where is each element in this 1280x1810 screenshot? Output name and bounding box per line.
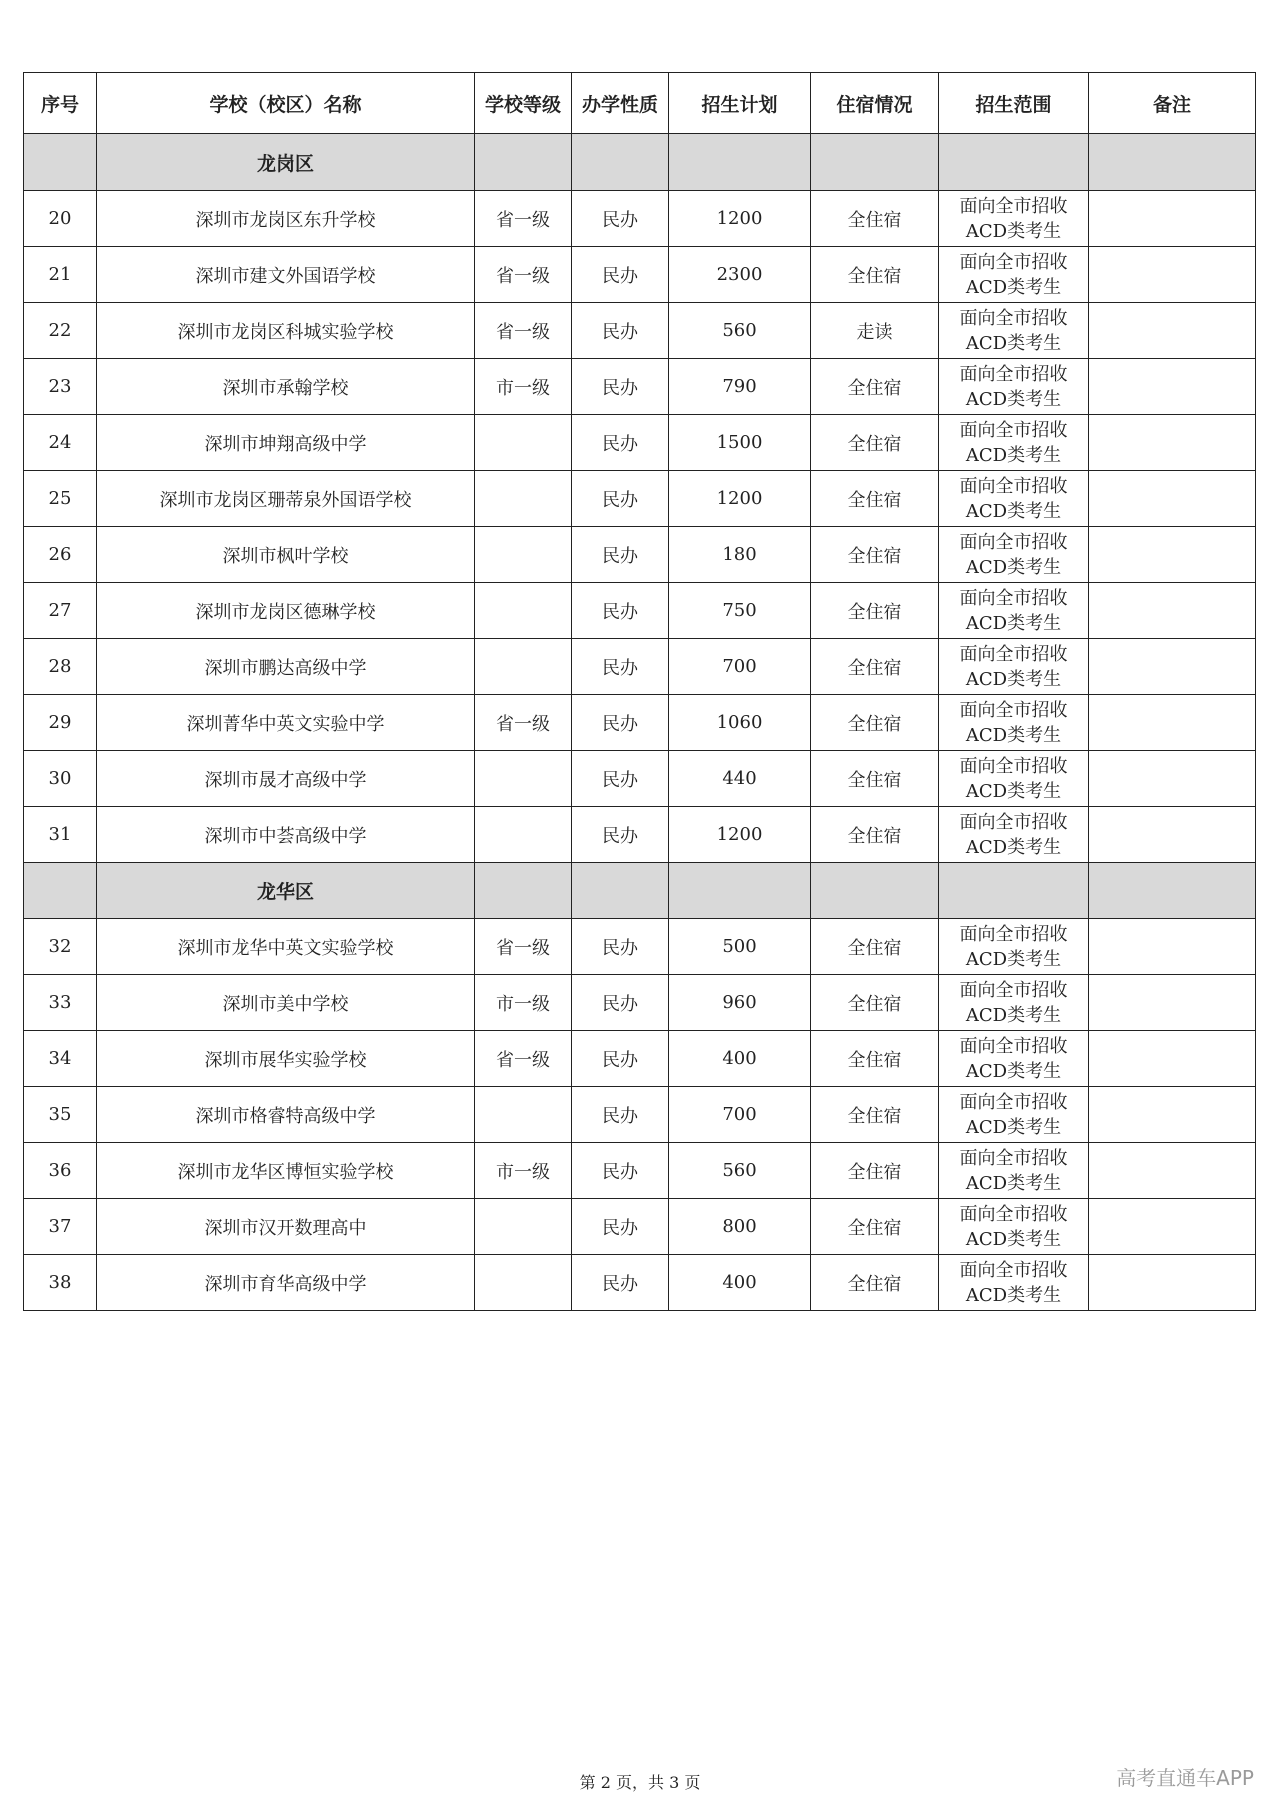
cell-no: 26 xyxy=(24,527,97,583)
section-empty-cell xyxy=(572,863,669,919)
cell-lodging: 全住宿 xyxy=(811,1087,939,1143)
cell-level xyxy=(475,1199,572,1255)
table-row xyxy=(24,1087,1256,1143)
cell-nature: 民办 xyxy=(572,191,669,247)
cell-plan: 750 xyxy=(669,583,811,639)
header-level: 学校等级 xyxy=(475,73,572,134)
cell-note xyxy=(1089,1199,1256,1255)
cell-lodging: 全住宿 xyxy=(811,471,939,527)
cell-no: 24 xyxy=(24,415,97,471)
watermark-text: 高考直通车APP xyxy=(1116,1766,1254,1790)
cell-range xyxy=(939,1255,1089,1311)
table-row xyxy=(24,1255,1256,1311)
cell-range xyxy=(939,471,1089,527)
cell-note xyxy=(1089,919,1256,975)
cell-no: 36 xyxy=(24,1143,97,1199)
cell-range xyxy=(939,1199,1089,1255)
cell-note xyxy=(1089,807,1256,863)
cell-no: 34 xyxy=(24,1031,97,1087)
cell-nature: 民办 xyxy=(572,471,669,527)
cell-nature: 民办 xyxy=(572,583,669,639)
range-line: ACD类考生 xyxy=(965,388,1062,410)
cell-level: 市一级 xyxy=(475,359,572,415)
range-line: ACD类考生 xyxy=(965,444,1062,466)
cell-note xyxy=(1089,751,1256,807)
cell-school-name: 深圳市坤翔高级中学 xyxy=(97,415,475,471)
cell-note xyxy=(1089,303,1256,359)
cell-note xyxy=(1089,583,1256,639)
cell-no: 20 xyxy=(24,191,97,247)
cell-plan: 560 xyxy=(669,1143,811,1199)
section-row xyxy=(24,863,1256,919)
cell-note xyxy=(1089,359,1256,415)
cell-plan: 700 xyxy=(669,639,811,695)
cell-range xyxy=(939,527,1089,583)
cell-note xyxy=(1089,975,1256,1031)
range-line: 面向全市招收 xyxy=(959,1091,1068,1113)
cell-lodging: 全住宿 xyxy=(811,1255,939,1311)
cell-note xyxy=(1089,639,1256,695)
section-empty-cell xyxy=(939,863,1089,919)
cell-no: 37 xyxy=(24,1199,97,1255)
cell-lodging: 全住宿 xyxy=(811,247,939,303)
cell-no: 35 xyxy=(24,1087,97,1143)
range-line: 面向全市招收 xyxy=(959,307,1068,329)
range-line: 面向全市招收 xyxy=(959,531,1068,553)
cell-plan: 700 xyxy=(669,1087,811,1143)
cell-school-name: 深圳市晟才高级中学 xyxy=(97,751,475,807)
cell-school-name: 深圳市龙岗区科城实验学校 xyxy=(97,303,475,359)
cell-lodging: 全住宿 xyxy=(811,583,939,639)
cell-nature: 民办 xyxy=(572,527,669,583)
cell-no: 32 xyxy=(24,919,97,975)
cell-school-name: 深圳市育华高级中学 xyxy=(97,1255,475,1311)
cell-plan: 1200 xyxy=(669,807,811,863)
table-row xyxy=(24,807,1256,863)
range-line: ACD类考生 xyxy=(965,276,1062,298)
cell-school-name: 深圳市建文外国语学校 xyxy=(97,247,475,303)
cell-plan: 800 xyxy=(669,1199,811,1255)
cell-note xyxy=(1089,415,1256,471)
cell-plan: 1200 xyxy=(669,471,811,527)
page-footer: 第 2 页，共 3 页 xyxy=(579,1773,701,1792)
cell-level: 市一级 xyxy=(475,1143,572,1199)
section-empty-cell xyxy=(939,134,1089,191)
cell-level xyxy=(475,415,572,471)
cell-level: 市一级 xyxy=(475,975,572,1031)
enrollment-table xyxy=(23,72,1256,1311)
cell-level: 省一级 xyxy=(475,1031,572,1087)
cell-plan: 440 xyxy=(669,751,811,807)
cell-nature: 民办 xyxy=(572,695,669,751)
cell-nature: 民办 xyxy=(572,751,669,807)
range-line: 面向全市招收 xyxy=(959,587,1068,609)
table-row xyxy=(24,527,1256,583)
cell-level xyxy=(475,807,572,863)
cell-school-name: 深圳市美中学校 xyxy=(97,975,475,1031)
header-nature: 办学性质 xyxy=(572,73,669,134)
cell-nature: 民办 xyxy=(572,1143,669,1199)
section-empty-cell xyxy=(811,134,939,191)
section-empty-cell xyxy=(669,134,811,191)
cell-note xyxy=(1089,1255,1256,1311)
cell-range xyxy=(939,807,1089,863)
range-line: ACD类考生 xyxy=(965,1004,1062,1026)
cell-plan: 1060 xyxy=(669,695,811,751)
cell-nature: 民办 xyxy=(572,359,669,415)
cell-school-name: 深圳市格睿特高级中学 xyxy=(97,1087,475,1143)
cell-plan: 1200 xyxy=(669,191,811,247)
range-line: 面向全市招收 xyxy=(959,363,1068,385)
range-line: ACD类考生 xyxy=(965,220,1062,242)
range-line: ACD类考生 xyxy=(965,948,1062,970)
cell-school-name: 深圳市枫叶学校 xyxy=(97,527,475,583)
header-note: 备注 xyxy=(1089,73,1256,134)
cell-note xyxy=(1089,1143,1256,1199)
range-line: ACD类考生 xyxy=(965,780,1062,802)
cell-lodging: 全住宿 xyxy=(811,807,939,863)
cell-lodging: 全住宿 xyxy=(811,1031,939,1087)
header-plan: 招生计划 xyxy=(669,73,811,134)
cell-plan: 500 xyxy=(669,919,811,975)
cell-school-name: 深圳市汉开数理高中 xyxy=(97,1199,475,1255)
cell-school-name: 深圳市龙岗区珊蒂泉外国语学校 xyxy=(97,471,475,527)
cell-level xyxy=(475,527,572,583)
range-line: ACD类考生 xyxy=(965,1228,1062,1250)
cell-level xyxy=(475,751,572,807)
cell-note xyxy=(1089,695,1256,751)
cell-range xyxy=(939,583,1089,639)
header-row xyxy=(24,73,1256,134)
cell-no: 22 xyxy=(24,303,97,359)
section-label: 龙华区 xyxy=(97,863,475,919)
cell-level: 省一级 xyxy=(475,247,572,303)
range-line: 面向全市招收 xyxy=(959,923,1068,945)
cell-note xyxy=(1089,191,1256,247)
range-line: 面向全市招收 xyxy=(959,1147,1068,1169)
table-row xyxy=(24,1143,1256,1199)
table-row xyxy=(24,583,1256,639)
cell-plan: 560 xyxy=(669,303,811,359)
cell-lodging: 全住宿 xyxy=(811,1143,939,1199)
cell-no: 33 xyxy=(24,975,97,1031)
table-row xyxy=(24,975,1256,1031)
cell-note xyxy=(1089,1031,1256,1087)
cell-range xyxy=(939,975,1089,1031)
table-row xyxy=(24,247,1256,303)
cell-lodging: 走读 xyxy=(811,303,939,359)
header-range: 招生范围 xyxy=(939,73,1089,134)
cell-lodging: 全住宿 xyxy=(811,695,939,751)
cell-range xyxy=(939,1143,1089,1199)
cell-range xyxy=(939,247,1089,303)
table-row xyxy=(24,1199,1256,1255)
range-line: ACD类考生 xyxy=(965,836,1062,858)
section-empty-cell xyxy=(572,134,669,191)
cell-lodging: 全住宿 xyxy=(811,975,939,1031)
range-line: ACD类考生 xyxy=(965,1116,1062,1138)
table-row xyxy=(24,695,1256,751)
range-line: ACD类考生 xyxy=(965,668,1062,690)
cell-plan: 400 xyxy=(669,1255,811,1311)
cell-range xyxy=(939,1031,1089,1087)
cell-plan: 400 xyxy=(669,1031,811,1087)
cell-plan: 960 xyxy=(669,975,811,1031)
range-line: 面向全市招收 xyxy=(959,699,1068,721)
table-row xyxy=(24,919,1256,975)
cell-school-name: 深圳市龙华中英文实验学校 xyxy=(97,919,475,975)
cell-lodging: 全住宿 xyxy=(811,751,939,807)
cell-nature: 民办 xyxy=(572,1087,669,1143)
cell-no: 23 xyxy=(24,359,97,415)
range-line: 面向全市招收 xyxy=(959,195,1068,217)
cell-range xyxy=(939,695,1089,751)
cell-level xyxy=(475,583,572,639)
range-line: ACD类考生 xyxy=(965,500,1062,522)
cell-school-name: 深圳市龙岗区东升学校 xyxy=(97,191,475,247)
cell-nature: 民办 xyxy=(572,919,669,975)
cell-plan: 1500 xyxy=(669,415,811,471)
section-empty-cell xyxy=(475,134,572,191)
cell-nature: 民办 xyxy=(572,1255,669,1311)
cell-lodging: 全住宿 xyxy=(811,191,939,247)
cell-note xyxy=(1089,471,1256,527)
range-line: 面向全市招收 xyxy=(959,979,1068,1001)
cell-nature: 民办 xyxy=(572,1031,669,1087)
table-body xyxy=(24,134,1256,1311)
cell-school-name: 深圳市承翰学校 xyxy=(97,359,475,415)
section-label: 龙岗区 xyxy=(97,134,475,191)
range-line: 面向全市招收 xyxy=(959,1203,1068,1225)
table-row xyxy=(24,415,1256,471)
range-line: 面向全市招收 xyxy=(959,419,1068,441)
cell-range xyxy=(939,191,1089,247)
range-line: ACD类考生 xyxy=(965,1284,1062,1306)
cell-lodging: 全住宿 xyxy=(811,919,939,975)
section-empty-cell xyxy=(811,863,939,919)
cell-level xyxy=(475,639,572,695)
cell-plan: 180 xyxy=(669,527,811,583)
range-line: 面向全市招收 xyxy=(959,811,1068,833)
cell-level xyxy=(475,1255,572,1311)
range-line: ACD类考生 xyxy=(965,1060,1062,1082)
table-row xyxy=(24,191,1256,247)
cell-nature: 民办 xyxy=(572,415,669,471)
cell-level xyxy=(475,1087,572,1143)
cell-level: 省一级 xyxy=(475,695,572,751)
cell-lodging: 全住宿 xyxy=(811,639,939,695)
section-empty-cell xyxy=(1089,863,1256,919)
range-line: 面向全市招收 xyxy=(959,755,1068,777)
cell-no: 29 xyxy=(24,695,97,751)
cell-lodging: 全住宿 xyxy=(811,527,939,583)
table-row xyxy=(24,359,1256,415)
cell-school-name: 深圳市展华实验学校 xyxy=(97,1031,475,1087)
section-empty-cell xyxy=(24,134,97,191)
cell-plan: 2300 xyxy=(669,247,811,303)
cell-range xyxy=(939,639,1089,695)
range-line: ACD类考生 xyxy=(965,332,1062,354)
cell-no: 30 xyxy=(24,751,97,807)
cell-range xyxy=(939,751,1089,807)
cell-nature: 民办 xyxy=(572,639,669,695)
cell-note xyxy=(1089,1087,1256,1143)
cell-range xyxy=(939,303,1089,359)
cell-note xyxy=(1089,527,1256,583)
cell-lodging: 全住宿 xyxy=(811,415,939,471)
table-row xyxy=(24,639,1256,695)
cell-note xyxy=(1089,247,1256,303)
cell-level: 省一级 xyxy=(475,303,572,359)
cell-range xyxy=(939,1087,1089,1143)
range-line: 面向全市招收 xyxy=(959,1259,1068,1281)
section-row xyxy=(24,134,1256,191)
section-empty-cell xyxy=(24,863,97,919)
cell-school-name: 深圳市龙岗区德琳学校 xyxy=(97,583,475,639)
cell-nature: 民办 xyxy=(572,1199,669,1255)
table-row xyxy=(24,471,1256,527)
cell-school-name: 深圳市鹏达高级中学 xyxy=(97,639,475,695)
section-empty-cell xyxy=(1089,134,1256,191)
section-empty-cell xyxy=(475,863,572,919)
range-line: ACD类考生 xyxy=(965,724,1062,746)
cell-nature: 民办 xyxy=(572,303,669,359)
cell-no: 38 xyxy=(24,1255,97,1311)
range-line: 面向全市招收 xyxy=(959,251,1068,273)
table-row xyxy=(24,303,1256,359)
cell-range xyxy=(939,919,1089,975)
cell-lodging: 全住宿 xyxy=(811,1199,939,1255)
header-school-name: 学校（校区）名称 xyxy=(97,73,475,134)
cell-school-name: 深圳市中荟高级中学 xyxy=(97,807,475,863)
section-empty-cell xyxy=(669,863,811,919)
table-row xyxy=(24,1031,1256,1087)
cell-no: 27 xyxy=(24,583,97,639)
cell-no: 25 xyxy=(24,471,97,527)
cell-no: 31 xyxy=(24,807,97,863)
cell-lodging: 全住宿 xyxy=(811,359,939,415)
cell-no: 28 xyxy=(24,639,97,695)
range-line: 面向全市招收 xyxy=(959,1035,1068,1057)
cell-nature: 民办 xyxy=(572,247,669,303)
cell-range xyxy=(939,359,1089,415)
table-row xyxy=(24,751,1256,807)
header-no: 序号 xyxy=(24,73,97,134)
cell-nature: 民办 xyxy=(572,975,669,1031)
cell-no: 21 xyxy=(24,247,97,303)
cell-school-name: 深圳菁华中英文实验中学 xyxy=(97,695,475,751)
cell-level: 省一级 xyxy=(475,191,572,247)
cell-level xyxy=(475,471,572,527)
cell-nature: 民办 xyxy=(572,807,669,863)
range-line: 面向全市招收 xyxy=(959,475,1068,497)
header-lodging: 住宿情况 xyxy=(811,73,939,134)
range-line: ACD类考生 xyxy=(965,556,1062,578)
cell-school-name: 深圳市龙华区博恒实验学校 xyxy=(97,1143,475,1199)
range-line: ACD类考生 xyxy=(965,612,1062,634)
cell-plan: 790 xyxy=(669,359,811,415)
cell-range xyxy=(939,415,1089,471)
range-line: ACD类考生 xyxy=(965,1172,1062,1194)
cell-level: 省一级 xyxy=(475,919,572,975)
range-line: 面向全市招收 xyxy=(959,643,1068,665)
